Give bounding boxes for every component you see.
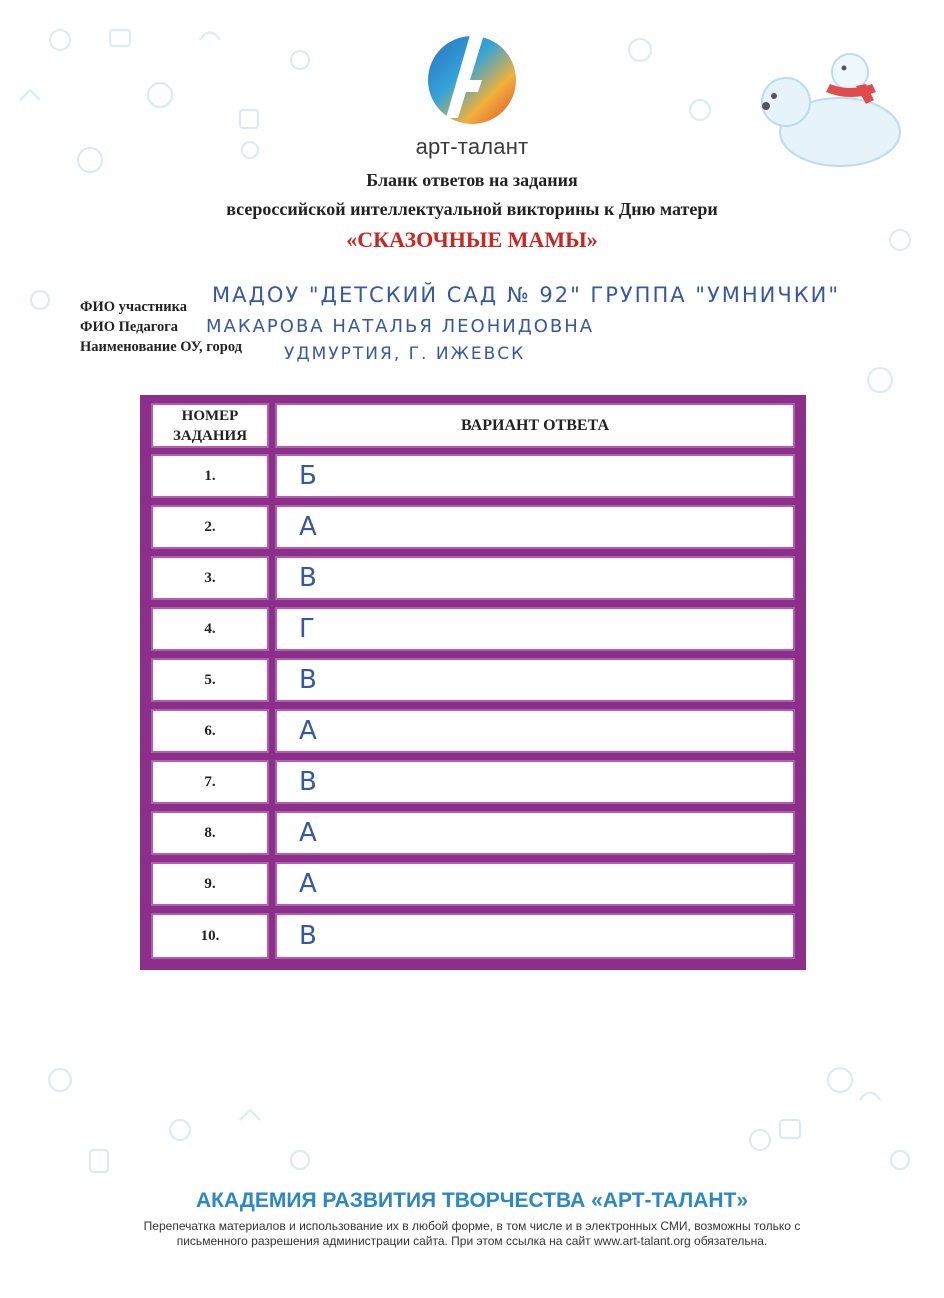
form-title: Бланк ответов на задания bbox=[366, 170, 578, 190]
school-value: УДМУРТИЯ, Г. ИЖЕВСК bbox=[284, 344, 526, 364]
answer-cell bbox=[275, 556, 795, 600]
answer-cell bbox=[275, 709, 795, 753]
footer-title: АКАДЕМИЯ РАЗВИТИЯ ТВОРЧЕСТВА «АРТ-ТАЛАНТ» bbox=[195, 1189, 749, 1212]
table-row bbox=[151, 556, 795, 600]
answer-cell bbox=[275, 607, 795, 651]
answer-table bbox=[140, 395, 806, 970]
school-label: Наименование ОУ, город bbox=[80, 339, 242, 355]
table-row bbox=[151, 811, 795, 855]
answer-value: А bbox=[299, 512, 317, 542]
answer-value: В bbox=[299, 921, 317, 951]
answer-value: А bbox=[299, 869, 317, 899]
table-row bbox=[151, 760, 795, 804]
task-number: 4. bbox=[151, 607, 269, 651]
participant-label: ФИО участника bbox=[80, 299, 187, 315]
quiz-name: «СКАЗОЧНЫЕ МАМЫ» bbox=[346, 227, 598, 252]
answer-value: А bbox=[299, 716, 317, 746]
answer-value: В bbox=[299, 665, 317, 695]
task-number: 5. bbox=[151, 658, 269, 702]
teacher-value: МАКАРОВА НАТАЛЬЯ ЛЕОНИДОВНА bbox=[206, 316, 595, 337]
polar-bears-illustration bbox=[744, 36, 904, 172]
table-row bbox=[151, 607, 795, 651]
table-row bbox=[151, 505, 795, 549]
answer-value: Г bbox=[299, 614, 315, 644]
answer-value: Б bbox=[299, 461, 317, 491]
answer-cell bbox=[275, 811, 795, 855]
teacher-label: ФИО Педагога bbox=[80, 319, 179, 335]
task-number: 7. bbox=[151, 760, 269, 804]
task-number: 8. bbox=[151, 811, 269, 855]
form-subtitle: всероссийской интеллектуальной викторины к Дню матери bbox=[226, 199, 718, 219]
answer-value: А bbox=[299, 818, 317, 848]
answer-cell bbox=[275, 913, 795, 959]
answer-cell bbox=[275, 658, 795, 702]
task-number: 6. bbox=[151, 709, 269, 753]
table-row bbox=[151, 862, 795, 906]
logo-text: арт-талант bbox=[415, 134, 529, 159]
task-number: 3. bbox=[151, 556, 269, 600]
task-number: 9. bbox=[151, 862, 269, 906]
table-row bbox=[151, 709, 795, 753]
header-task-number: НОМЕР ЗАДАНИЯ bbox=[151, 403, 269, 448]
table-row bbox=[151, 913, 795, 959]
answer-value: В bbox=[299, 563, 317, 593]
footer-note bbox=[100, 1219, 844, 1249]
participant-value: МАДОУ "ДЕТСКИЙ САД № 92" ГРУППА "УМНИЧКИ" bbox=[212, 283, 841, 307]
task-number: 1. bbox=[151, 454, 269, 498]
answer-cell bbox=[275, 760, 795, 804]
art-talant-logo-icon bbox=[424, 20, 520, 130]
answer-cell bbox=[275, 862, 795, 906]
footer-note-line1: Перепечатка материалов и использование их в любой форме, в том числе и в электронных СМИ, возможны только с bbox=[143, 1219, 801, 1233]
table-row bbox=[151, 454, 795, 498]
answer-cell bbox=[275, 454, 795, 498]
header-answer-variant: ВАРИАНТ ОТВЕТА bbox=[275, 403, 795, 448]
answer-value: В bbox=[299, 767, 317, 797]
task-number: 2. bbox=[151, 505, 269, 549]
table-row bbox=[151, 658, 795, 702]
task-number: 10. bbox=[151, 913, 269, 959]
footer-note-line2: письменного разрешения администрации сайта. При этом ссылка на сайт www.art-talant.org обязательна. bbox=[176, 1234, 768, 1248]
answer-cell bbox=[275, 505, 795, 549]
table-header-row bbox=[151, 403, 795, 448]
